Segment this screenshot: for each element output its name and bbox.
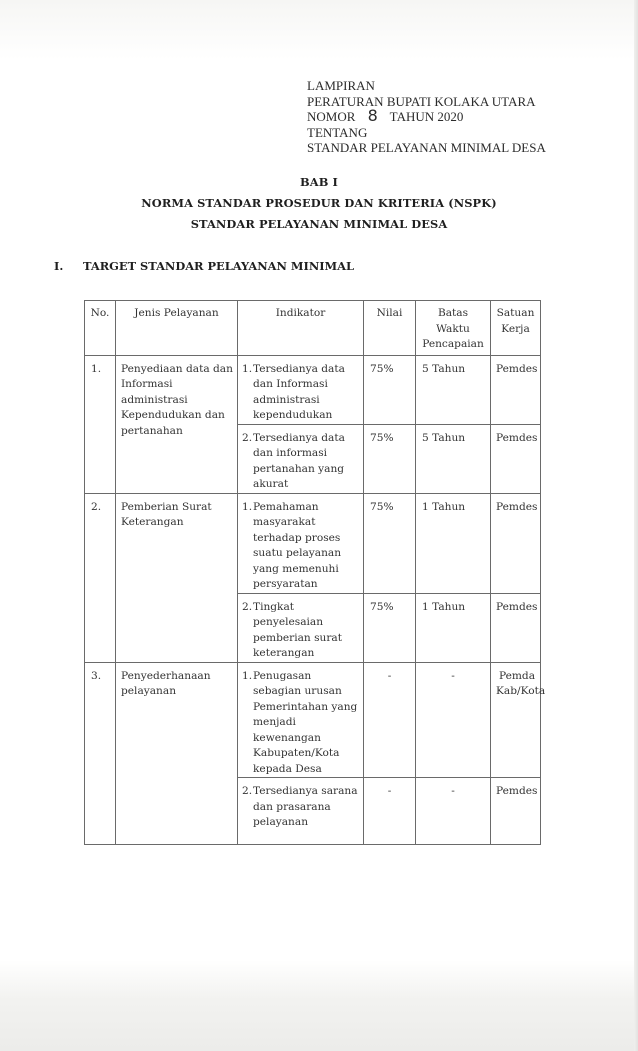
target-value: - bbox=[364, 778, 416, 845]
indicator-number: 2. bbox=[242, 431, 253, 444]
header-no: No. bbox=[85, 301, 116, 356]
indicator-cell bbox=[238, 355, 364, 424]
table-header-row bbox=[85, 301, 541, 356]
indicator-cell bbox=[238, 593, 364, 662]
tentang-label: TENTANG bbox=[307, 124, 368, 140]
lampiran-label: LAMPIRAN bbox=[307, 78, 375, 93]
table-row bbox=[85, 493, 541, 593]
page-edge-shadow bbox=[634, 0, 638, 1051]
section-heading bbox=[54, 259, 354, 273]
service-type: Pemberian Surat Keterangan bbox=[116, 493, 238, 662]
header-satuan-kerja bbox=[491, 301, 541, 356]
header-batas-line2: Waktu bbox=[436, 322, 470, 335]
lampiran-block bbox=[307, 78, 546, 156]
document-title-line2: STANDAR PELAYANAN MINIMAL DESA bbox=[190, 217, 448, 231]
nomor-value: 8 bbox=[367, 106, 378, 126]
indicator-cell bbox=[238, 493, 364, 593]
header-jenis-pelayanan: Jenis Pelayanan bbox=[116, 301, 238, 356]
header-indikator: Indikator bbox=[238, 301, 364, 356]
document-title-line1: NORMA STANDAR PROSEDUR DAN KRITERIA (NSPK) bbox=[141, 196, 497, 210]
work-unit: Pemdes bbox=[491, 778, 541, 845]
tahun-label: TAHUN 2020 bbox=[389, 109, 464, 125]
indicator-text: Tersedianya data dan informasi pertanahan yang akurat bbox=[253, 431, 345, 490]
indicator-number: 2. bbox=[242, 785, 253, 797]
time-limit: 5 Tahun bbox=[416, 355, 491, 424]
time-limit: 1 Tahun bbox=[416, 493, 491, 593]
target-value: - bbox=[364, 662, 416, 778]
chapter-heading: BAB I bbox=[300, 175, 338, 189]
target-value: 75% bbox=[364, 493, 416, 593]
header-batas-line1: Batas bbox=[437, 307, 469, 319]
indicator-text: Tersedianya data dan Informasi administrasi kependudukan bbox=[253, 362, 345, 421]
indicator-number: 1. bbox=[242, 362, 253, 375]
time-limit: 1 Tahun bbox=[416, 593, 491, 662]
indicator-text: Penugasan sebagian urusan Pemerintahan yang menjadi kewenangan Kabupaten/Kota kepada Desa bbox=[253, 669, 358, 775]
work-unit: Pemdes bbox=[491, 493, 541, 593]
indicator-number: 1. bbox=[242, 669, 253, 682]
time-limit: 5 Tahun bbox=[416, 424, 491, 493]
row-number: 2. bbox=[85, 493, 116, 662]
indicator-text: Tersedianya sarana dan prasarana pelayanan bbox=[253, 785, 358, 828]
section-title: TARGET STANDAR PELAYANAN MINIMAL bbox=[83, 259, 355, 273]
header-satuan-line1: Satuan bbox=[496, 307, 535, 319]
indicator-cell bbox=[238, 424, 364, 493]
header-satuan-line2: Kerja bbox=[501, 322, 530, 335]
time-limit: - bbox=[416, 778, 491, 845]
header-batas-line3: Pencapaian bbox=[422, 338, 484, 350]
indicator-text: Tingkat penyelesaian pemberian surat keterangan bbox=[253, 600, 343, 659]
header-batas-waktu bbox=[416, 301, 491, 356]
target-value: 75% bbox=[364, 593, 416, 662]
header-nilai: Nilai bbox=[364, 301, 416, 356]
work-unit: Pemdes bbox=[491, 355, 541, 424]
peraturan-title: PERATURAN BUPATI KOLAKA UTARA bbox=[307, 93, 536, 109]
work-unit: Pemdes bbox=[491, 424, 541, 493]
nomor-label: NOMOR bbox=[307, 109, 356, 125]
indicator-number: 2. bbox=[242, 600, 253, 613]
indicator-number: 1. bbox=[242, 500, 253, 513]
work-unit: Pemda Kab/Kota bbox=[491, 662, 541, 778]
indicator-cell bbox=[238, 662, 364, 778]
target-value: 75% bbox=[364, 424, 416, 493]
row-number: 1. bbox=[85, 355, 116, 493]
regulation-subject: STANDAR PELAYANAN MINIMAL DESA bbox=[307, 140, 546, 156]
service-standard-table bbox=[84, 300, 546, 845]
table-row bbox=[85, 662, 541, 778]
nomor-line bbox=[307, 106, 546, 126]
row-number: 3. bbox=[85, 662, 116, 845]
section-number: I. bbox=[54, 259, 64, 273]
service-type: Penyederhanaan pelayanan bbox=[116, 662, 238, 845]
service-type: Penyediaan data dan Informasi administrasi Kependudukan dan pertanahan bbox=[116, 355, 238, 493]
table-row bbox=[85, 355, 541, 424]
work-unit: Pemdes bbox=[491, 593, 541, 662]
indicator-cell bbox=[238, 778, 364, 845]
indicator-text: Pemahaman masyarakat terhadap proses suatu pelayanan yang memenuhi persyaratan bbox=[253, 500, 342, 590]
time-limit: - bbox=[416, 662, 491, 778]
target-value: 75% bbox=[364, 355, 416, 424]
